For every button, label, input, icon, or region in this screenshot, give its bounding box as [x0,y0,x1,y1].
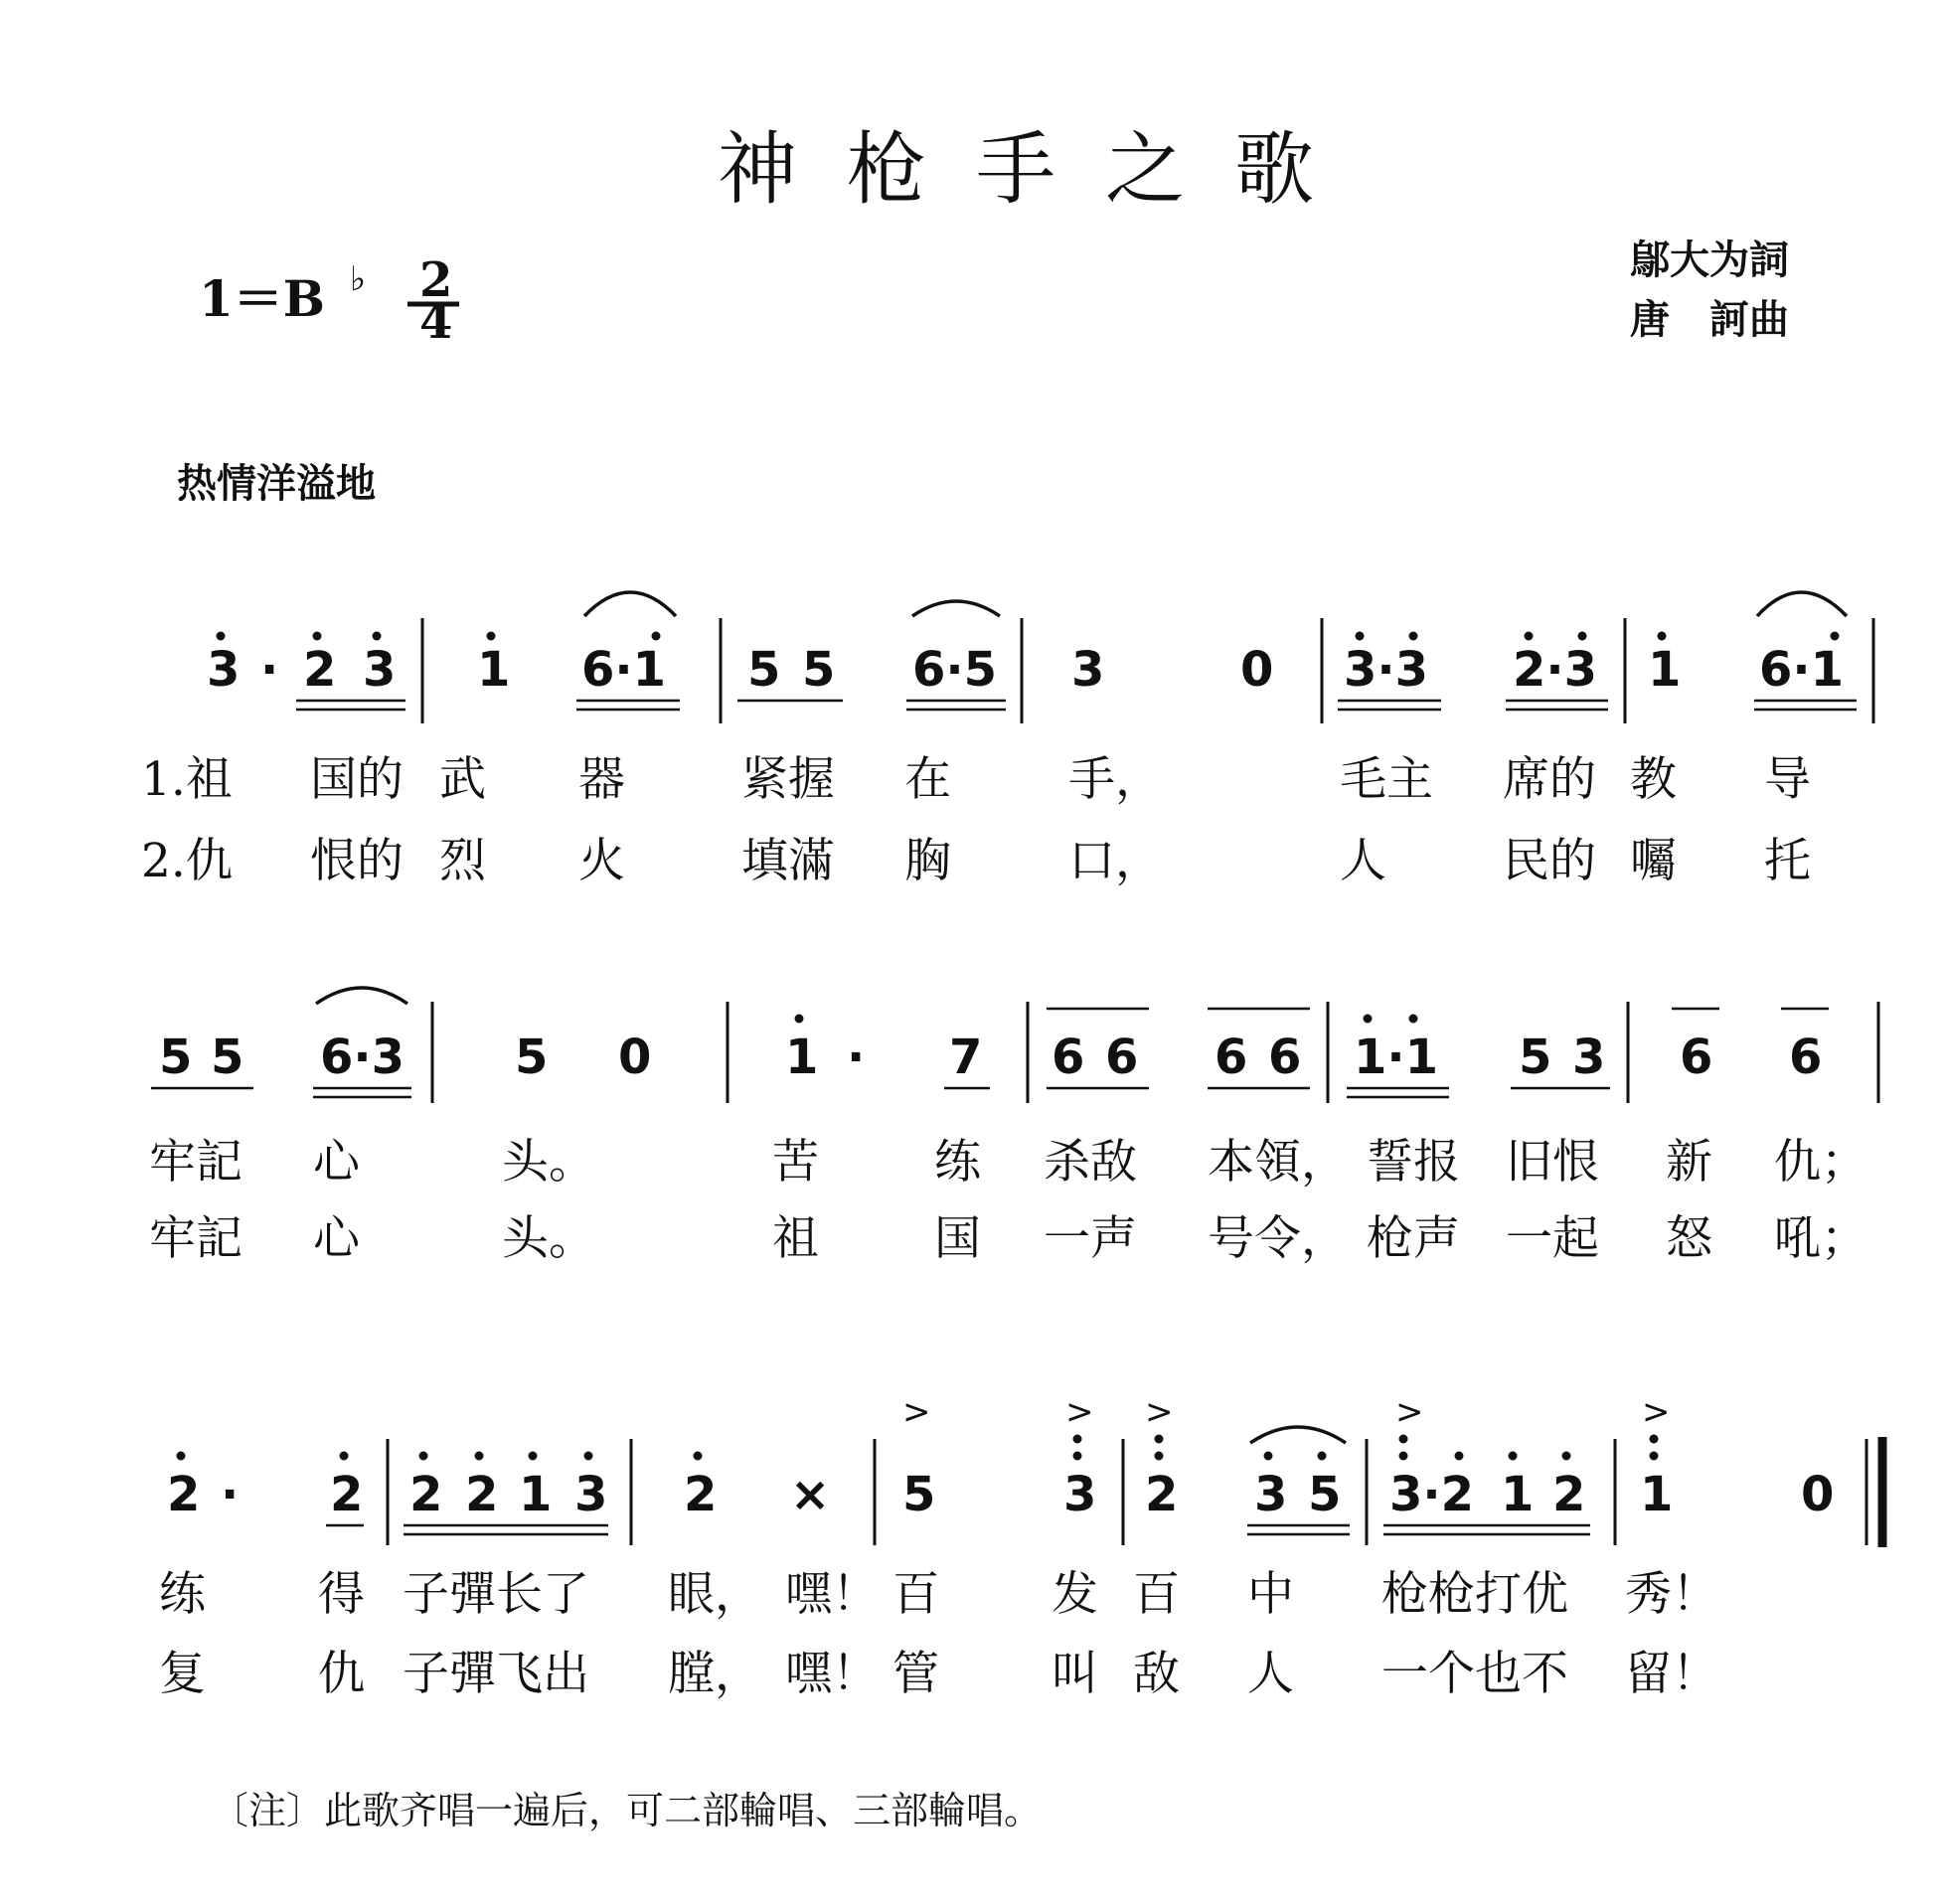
lyric: 嘿！ [785,1647,879,1701]
note: 2 [1145,1467,1179,1522]
time-bottom: 4 [419,294,453,350]
note: 1 [519,1467,553,1522]
lyric: 怒 [1666,1211,1712,1266]
lyric: 一个也不 [1381,1647,1568,1701]
lyric: 牢記 [149,1211,243,1266]
lyric: 叫 [1052,1647,1098,1701]
note: 2 [303,642,337,698]
note: 3 [1071,642,1105,698]
lyric: 本領， [1208,1135,1348,1190]
note: 3 [1254,1467,1288,1522]
lyric: 练 [934,1135,981,1190]
note: 3 [1063,1467,1097,1522]
key-flat: ♭ [350,259,367,299]
note: 0 [618,1030,652,1085]
lyric: 新 [1666,1135,1712,1190]
note: 6·3 [320,1030,405,1085]
lyric: 子彈长了 [403,1567,589,1622]
note: · [847,1030,866,1085]
note: 2 [684,1467,718,1522]
lyric: 填滿 [741,834,835,888]
lyric: 吼； [1774,1211,1867,1266]
lyric: 胸 [904,834,951,888]
note: 3 [574,1467,608,1522]
lyric: 仇； [1774,1135,1867,1190]
lyric: 人 [1340,834,1386,888]
lyric: 留！ [1625,1647,1718,1701]
staff-row-3 [159,1392,1882,1701]
note: 6 [1268,1030,1302,1085]
beam-lines [296,701,1857,710]
lyric: 烈 [439,834,486,888]
note: 6·5 [912,642,998,698]
note: 2 [409,1467,443,1522]
octave-dots [217,632,1840,641]
note: 1 [785,1030,819,1085]
lyric: 百 [892,1567,939,1622]
lyric: 席的 [1503,752,1596,807]
beam-lines [326,1525,1590,1534]
lyric: 一声 [1044,1211,1137,1266]
lyric: 囑 [1630,834,1677,888]
lyric: 枪枪打优 [1381,1567,1568,1622]
note: 1 [477,642,511,698]
accent-mark: > [1065,1392,1094,1432]
lyrics-verse-2-row-3 [159,1647,1718,1701]
lyric: 紧握 [741,752,835,807]
lyric: 头。 [502,1135,595,1190]
lyrics-verse-1-row-1 [141,752,1811,807]
lyric: 子彈飞出 [403,1647,589,1701]
lyric: 牢記 [149,1135,243,1190]
note: 3·2 [1389,1467,1475,1522]
lyric: 秀！ [1625,1567,1718,1622]
lyric: 复 [159,1647,206,1701]
note: 2 [465,1467,499,1522]
key-tonic: 1＝B [199,269,326,328]
lyric: 口， [1068,834,1162,888]
lyric: 器 [578,752,625,807]
note: 6 [1052,1030,1085,1085]
lyric: 枪声 [1367,1211,1460,1266]
slur [1250,1427,1346,1443]
song-title: 神枪手之歌 [718,123,1364,216]
accent-mark: > [1395,1392,1424,1432]
composer-credit: 唐 訶曲 [1630,297,1789,343]
note: 5 [1519,1030,1552,1085]
lyricist-credit: 鄔大为詞 [1630,238,1789,283]
lyric: 旧恨 [1506,1135,1599,1190]
note: 3 [363,642,397,698]
note: 3·3 [1344,642,1429,698]
lyrics-verse-1-row-3 [159,1567,1718,1622]
lyric: 人 [1247,1647,1294,1701]
lyrics-verse-2-row-2 [149,1211,1867,1266]
lyric: 毛主 [1340,752,1433,807]
note: 6 [1680,1030,1713,1085]
slur [1757,592,1847,616]
note: 5 [159,1030,193,1085]
notes-row-2 [159,1030,1822,1085]
note: 2·3 [1513,642,1598,698]
lyric: 手， [1068,752,1162,807]
lyric: 教 [1630,752,1677,807]
note: 2 [167,1467,201,1522]
time-top: 2 [419,252,453,308]
lyric: 1.祖 [141,752,233,807]
lyric: 仇 [318,1647,365,1701]
key-signature [199,252,459,350]
note: 3 [207,642,241,698]
lyric: 祖 [772,1211,819,1266]
staff-row-1 [141,592,1873,888]
note: 2 [1552,1467,1586,1522]
note: 6 [1215,1030,1248,1085]
tempo-marking: 热情洋溢地 [177,461,376,507]
slur [316,988,407,1004]
lyric: 嘿！ [785,1567,879,1622]
note: 1·1 [1354,1030,1439,1085]
lyric: 恨的 [310,834,404,888]
lyric: 管 [892,1647,939,1701]
lyric: 百 [1133,1567,1180,1622]
slur [584,592,676,616]
accent-mark: > [902,1392,931,1432]
lyric: 中 [1247,1567,1294,1622]
lyric: 火 [578,834,625,888]
lyric: 国 [934,1211,981,1266]
note: · [260,642,279,698]
lyric: 敌 [1133,1647,1180,1701]
note: 5 [211,1030,244,1085]
lyric: 心 [313,1135,360,1190]
accent-mark: > [1642,1392,1671,1432]
accent-mark: > [1145,1392,1174,1432]
slur [912,601,1000,616]
lyric: 在 [904,752,951,807]
lyric: 眼， [668,1567,761,1622]
lyric: 膛， [668,1647,761,1701]
lyric: 得 [318,1567,365,1622]
note: × [790,1467,831,1522]
accent-marks [902,1392,1671,1432]
lyric: 国的 [310,752,404,807]
note: 6 [1105,1030,1139,1085]
lyric: 导 [1764,752,1811,807]
lyric: 杀敌 [1044,1135,1137,1190]
lyric: 托 [1764,834,1811,888]
lyric: 苦 [772,1135,819,1190]
note: 1 [1501,1467,1535,1522]
lyric: 武 [439,752,486,807]
staff-row-2 [149,988,1878,1266]
note: 5 [747,642,781,698]
octave-dots [177,1435,1659,1461]
note: 7 [949,1030,983,1085]
note: 5 [515,1030,549,1085]
note: 0 [1240,642,1274,698]
lyric: 头。 [502,1211,595,1266]
note: 1 [1648,642,1682,698]
note: 1 [1640,1467,1674,1522]
note: 2 [330,1467,364,1522]
lyric: 一起 [1506,1211,1599,1266]
note: 6·1 [581,642,667,698]
note: 0 [1801,1467,1835,1522]
lyric: 2.仇 [141,834,233,888]
lyric: 民的 [1503,834,1596,888]
lyric: 心 [313,1211,360,1266]
octave-dots [795,1015,1418,1024]
note: · [221,1467,240,1522]
notes-row-1 [207,642,1844,698]
note: 5 [1308,1467,1342,1522]
note: 3 [1572,1030,1606,1085]
notes-row-3 [167,1467,1834,1522]
lyric: 誓报 [1367,1135,1460,1190]
footnote: 〔注〕此歌齐唱一遍后，可二部輪唱、三部輪唱。 [211,1789,1043,1832]
note: 6·1 [1759,642,1845,698]
lyrics-verse-1-row-2 [149,1135,1867,1190]
lyric: 练 [159,1567,206,1622]
note: 6 [1789,1030,1823,1085]
lyric: 发 [1052,1567,1098,1622]
note: 5 [802,642,836,698]
lyrics-verse-2-row-1 [141,834,1811,888]
lyric: 号令， [1208,1211,1348,1266]
note: 5 [902,1467,936,1522]
